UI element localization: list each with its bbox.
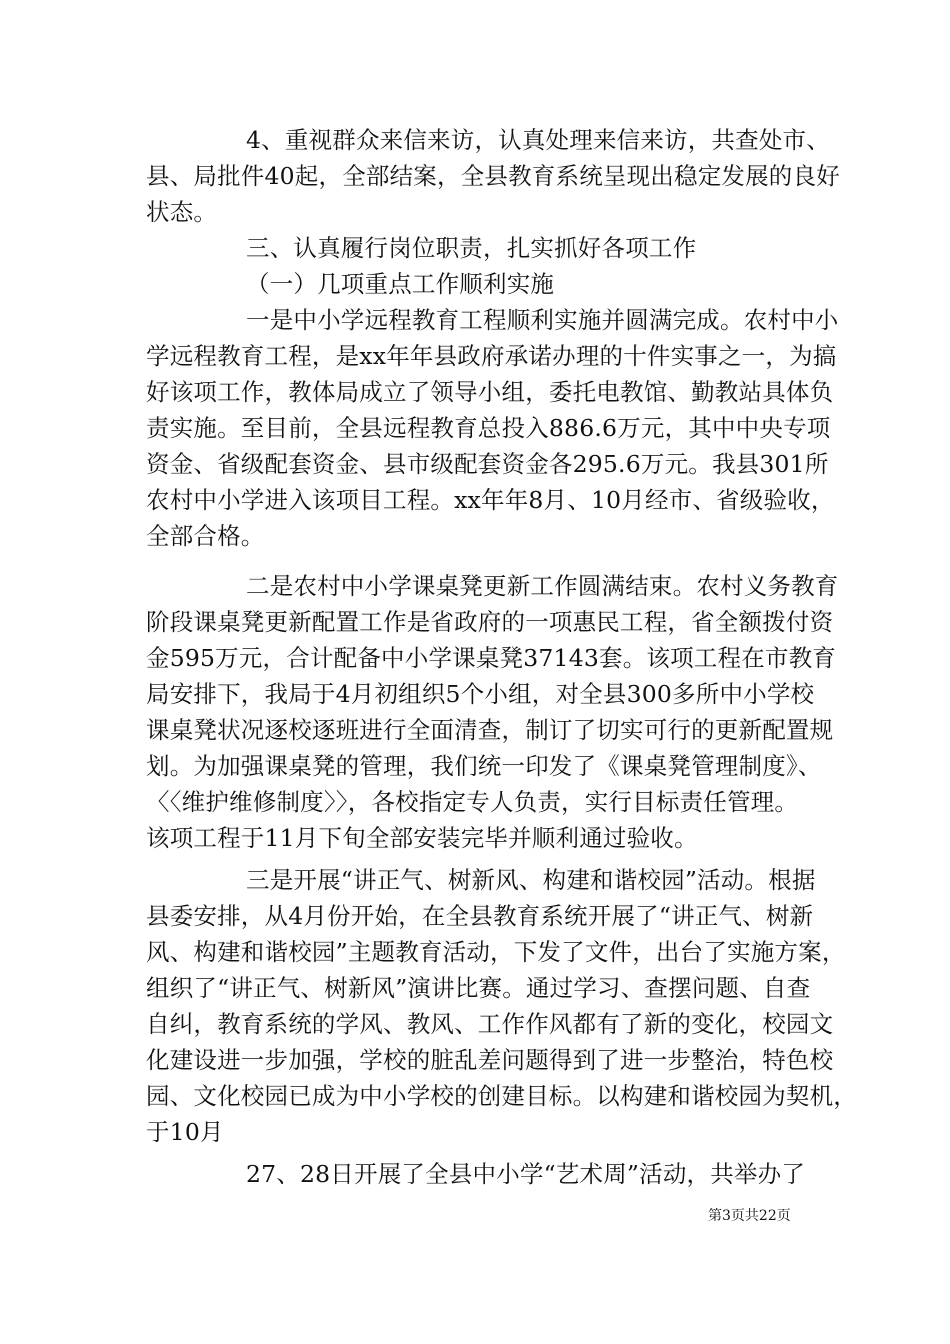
paragraph-line: 状态。 [146,198,218,226]
paragraph-line: 县、局批件40起，全部结案，全县教育系统呈现出稳定发展的良好 [146,162,840,190]
paragraph-line: 一是中小学远程教育工程顺利实施并圆满完成。农村中小 [246,306,839,334]
paragraph-line: 农村中小学进入该项目工程。xx年年8月、10月经市、省级验收， [146,486,835,514]
paragraph-line: 课桌凳状况逐校逐班进行全面清查，制订了切实可行的更新配置规 [146,716,834,744]
paragraph-line: 27、28日开展了全县中小学“艺术周”活动，共举办了 [246,1160,806,1188]
paragraph-line: 组织了“讲正气、树新风”演讲比赛。通过学习、查摆问题、自查 [146,974,811,1002]
paragraph-line: 园、文化校园已成为中小学校的创建目标。以构建和谐校园为契机， [146,1082,857,1110]
paragraph-line: 二是农村中小学课桌凳更新工作圆满结束。农村义务教育 [246,572,839,600]
paragraph-line: 金595万元，合计配备中小学课桌凳37143套。该项工程在市教育 [146,644,837,672]
paragraph-line: 好该项工作，教体局成立了领导小组，委托电教馆、勤教站具体负 [146,378,834,406]
paragraph-line: 县委安排，从4月份开始，在全县教育系统开展了“讲正气、树新 [146,902,814,930]
paragraph-line: 化建设进一步加强，学校的脏乱差问题得到了进一步整治，特色校 [146,1046,834,1074]
paragraph-line: 划。为加强课桌凳的管理，我们统一印发了《课桌凳管理制度》、 [146,752,822,780]
paragraph-line: 三是开展“讲正气、树新风、构建和谐校园”活动。根据 [246,866,816,894]
paragraph-line: 责实施。至目前，全县远程教育总投入886.6万元，其中中央专项 [146,414,831,442]
page-number: 第3页共22页 [708,1208,791,1224]
paragraph-line: 阶段课桌凳更新配置工作是省政府的一项惠民工程，省全额拨付资 [146,608,834,636]
paragraph-line: 资金、省级配套资金、县市级配套资金各295.6万元。我县301所 [146,450,829,478]
subsection-heading: （一）几项重点工作顺利实施 [246,270,555,298]
paragraph-line: 风、构建和谐校园”主题教育活动，下发了文件，出台了实施方案， [146,938,846,966]
paragraph-line: 该项工程于11月下旬全部安装完毕并顺利通过验收。 [146,824,698,852]
paragraph-line: 〈〈维护维修制度〉〉，各校指定专人负责，实行目标责任管理。 [146,788,799,816]
paragraph-line: 学远程教育工程，是xx年年县政府承诺办理的十件实事之一，为搞 [146,342,837,370]
paragraph-line: 局安排下，我局于4月初组织5个小组，对全县300多所中小学校 [146,680,815,708]
section-heading: 三、认真履行岗位职责，扎实抓好各项工作 [246,234,697,262]
paragraph-line: 4、重视群众来信来访，认真处理来信来访，共查处市、 [246,126,830,154]
paragraph-line: 全部合格。 [146,522,265,550]
paragraph-line: 自纠，教育系统的学风、教风、工作作风都有了新的变化，校园文 [146,1010,834,1038]
paragraph-line: 于10月 [146,1118,224,1146]
